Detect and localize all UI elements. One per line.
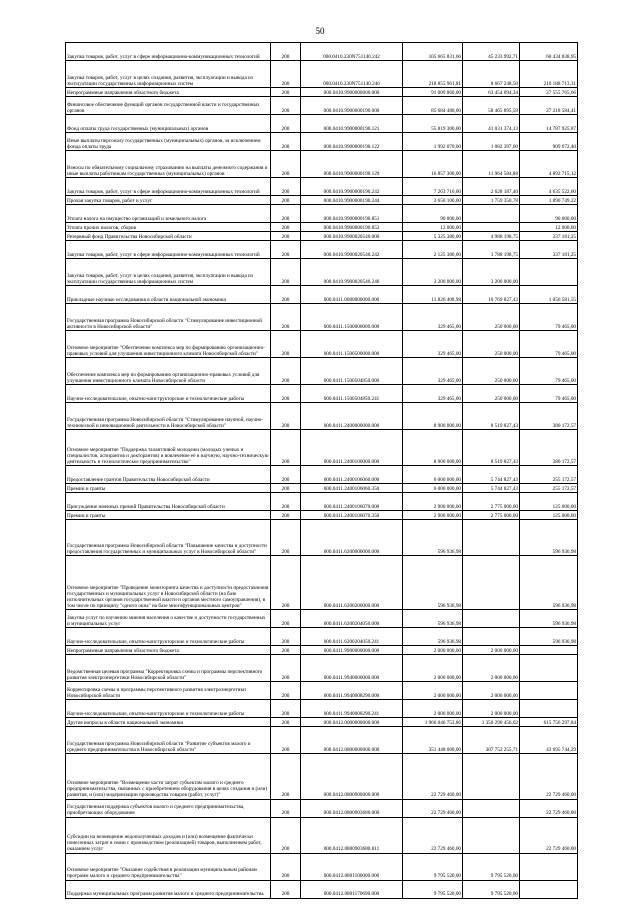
row-approved-cell: 16 857 300,00 xyxy=(403,151,463,178)
row-name-cell: Премии и гранты xyxy=(66,511,271,520)
row-code-cell: 200 xyxy=(271,223,301,232)
row-name-cell: Премии и гранты xyxy=(66,484,271,493)
row-remainder-cell: 596 936,98 xyxy=(520,628,578,646)
row-code-cell: 200 xyxy=(271,628,301,646)
row-remainder-cell: 22 729 460,00 xyxy=(520,799,578,817)
row-name-cell: Уплата налога на имущество организаций и земельного налога xyxy=(66,205,271,223)
row-name-cell: Финансовое обеспечение функций органов государственной власти и государственных органов xyxy=(66,97,271,115)
row-executed-cell xyxy=(463,817,520,853)
table-row xyxy=(66,511,578,520)
row-code-cell: 200 xyxy=(271,232,301,241)
row-code-cell: 200 xyxy=(271,286,301,304)
row-name-cell: Научно-исследовательские, опытно-конструкторские и технологические работы xyxy=(66,700,271,718)
table-row xyxy=(66,817,578,853)
row-executed-cell xyxy=(463,610,520,628)
row-remainder-cell: 337 181,25 xyxy=(520,232,578,241)
row-remainder-cell: 337 181,25 xyxy=(520,241,578,259)
row-kbk-cell: 000.0410.230N751140.242 xyxy=(301,43,403,61)
row-approved-cell: 85 684 480,00 xyxy=(403,97,463,115)
row-code-cell: 200 xyxy=(271,151,301,178)
row-code-cell: 200 xyxy=(271,610,301,628)
table-row xyxy=(66,799,578,817)
row-kbk-cell: 000.0410.9900000190.000 xyxy=(301,97,403,115)
row-approved-cell: 2 000 000,00 xyxy=(403,646,463,655)
row-remainder-cell xyxy=(520,880,578,898)
row-kbk-cell: 000.0410.9900020540.000 xyxy=(301,232,403,241)
row-code-cell: 200 xyxy=(271,493,301,511)
row-remainder-cell: 79 465,00 xyxy=(520,385,578,403)
row-remainder-cell: 4 892 715,12 xyxy=(520,151,578,178)
row-executed-cell: 250 000,00 xyxy=(463,358,520,385)
table-row xyxy=(66,628,578,646)
row-name-cell: Субсидии на возмещение недополученных доходов и (или) возмещение фактически понесенных затрат в связи с производством (реализацией) товаров, выполнением работ, оказанием услуг xyxy=(66,817,271,853)
row-executed-cell: 1 788 198,75 xyxy=(463,241,520,259)
row-executed-cell: 2 000 000,00 xyxy=(463,655,520,682)
row-name-cell: Другие вопросы в области национальной экономики xyxy=(66,718,271,727)
row-executed-cell: 45 233 992,71 xyxy=(463,43,520,61)
row-name-cell: Закупка товаров, работ, услуг в целях создания, развития, эксплуатации и вывода из эксплуатации государственных информационных систем xyxy=(66,61,271,88)
table-row xyxy=(66,178,578,196)
row-code-cell: 200 xyxy=(271,718,301,727)
row-remainder-cell: 90 000,00 xyxy=(520,205,578,223)
row-remainder-cell: 380 172,57 xyxy=(520,403,578,430)
row-approved-cell: 329 465,00 xyxy=(403,385,463,403)
table-row xyxy=(66,520,578,556)
row-approved-cell: 596 936,98 xyxy=(403,628,463,646)
row-remainder-cell: 79 465,00 xyxy=(520,331,578,358)
row-approved-cell: 5 325 380,00 xyxy=(403,232,463,241)
row-kbk-cell: 000.0412.0801170690.000 xyxy=(301,880,403,898)
row-kbk-cell: 000.0411.6200200000.000 xyxy=(301,556,403,610)
row-executed-cell: 1 350 290 456,02 xyxy=(463,718,520,727)
row-kbk-cell: 000.0410.9900000190.121 xyxy=(301,115,403,133)
row-remainder-cell: 909 672,40 xyxy=(520,133,578,151)
row-approved-cell: 351 448 000,00 xyxy=(403,727,463,754)
row-executed-cell: 58 465 895,59 xyxy=(463,97,520,115)
row-approved-cell: 8 900 000,00 xyxy=(403,430,463,466)
row-name-cell: Основное мероприятие "Оказание содействия в реализации муниципальным районам программ малого и среднего предпринимательства" xyxy=(66,853,271,880)
row-kbk-cell: 000.0411.1500504850.241 xyxy=(301,385,403,403)
row-executed-cell: 250 000,00 xyxy=(463,331,520,358)
row-name-cell: Закупка товаров, работ, услуг в целях создания, развития, эксплуатации и вывода из эксплуатации государственных информационных систем xyxy=(66,259,271,286)
row-kbk-cell: 000.0411.2400106060.000 xyxy=(301,466,403,484)
row-kbk-cell: 000.0412.0800903680.000 xyxy=(301,799,403,817)
row-executed-cell: 2 775 000,00 xyxy=(463,493,520,511)
row-executed-cell: 2 000 000,00 xyxy=(463,682,520,700)
row-name-cell: Ведомственная целевая программа "Корректировка схемы и программы перспективного развития электроэнергетики Новосибирской области" xyxy=(66,655,271,682)
row-remainder-cell: 596 936,98 xyxy=(520,520,578,556)
row-kbk-cell: 000.0411.6200000000.000 xyxy=(301,520,403,556)
row-approved-cell: 2 900 000,00 xyxy=(403,511,463,520)
row-remainder-cell: 4 635 522,60 xyxy=(520,178,578,196)
row-name-cell: Закупка товаров, работ, услуг в сфере информационно-коммуникационных технологий xyxy=(66,178,271,196)
row-kbk-cell: 000.0411.9940000000.000 xyxy=(301,655,403,682)
row-executed-cell: 5 744 827,43 xyxy=(463,484,520,493)
row-kbk-cell: 000.0411.1500500000.000 xyxy=(301,331,403,358)
row-approved-cell: 2 125 380,00 xyxy=(403,241,463,259)
row-executed-cell xyxy=(463,223,520,232)
row-approved-cell: 22 729 460,00 xyxy=(403,799,463,817)
row-executed-cell: 63 454 094,34 xyxy=(463,88,520,97)
row-approved-cell: 329 465,00 xyxy=(403,331,463,358)
row-code-cell: 200 xyxy=(271,853,301,880)
row-kbk-cell: 000.0410.9900020540.246 xyxy=(301,259,403,286)
row-name-cell: Присуждение именных премий Правительства Новосибирской области xyxy=(66,493,271,511)
row-remainder-cell: 1 056 581,55 xyxy=(520,286,578,304)
row-approved-cell: 218 855 961,81 xyxy=(403,61,463,88)
row-executed-cell: 1 759 350,78 xyxy=(463,196,520,205)
row-kbk-cell: 000.0410.9900000000.000 xyxy=(301,88,403,97)
row-kbk-cell: 000.0411.9940008290.241 xyxy=(301,700,403,718)
table-row xyxy=(66,88,578,97)
row-approved-cell: 12 000,00 xyxy=(403,223,463,232)
row-code-cell: 200 xyxy=(271,196,301,205)
row-name-cell: Государственная поддержка субъектов малого и среднего предпринимательства, приобретающих оборудование xyxy=(66,799,271,817)
row-name-cell: Научно-исследовательские, опытно-конструкторские и технологические работы xyxy=(66,385,271,403)
row-name-cell: Предоставление грантов Правительства Новосибирской области xyxy=(66,466,271,484)
row-remainder-cell xyxy=(520,655,578,682)
row-kbk-cell: 000.0412.0000000000.000 xyxy=(301,718,403,727)
row-kbk-cell: 000.0412.0800903680.811 xyxy=(301,817,403,853)
row-executed-cell: 8 519 827,43 xyxy=(463,430,520,466)
row-code-cell: 200 xyxy=(271,358,301,385)
table-row xyxy=(66,331,578,358)
table-row xyxy=(66,196,578,205)
row-remainder-cell: 27 555 765,66 xyxy=(520,88,578,97)
row-approved-cell: 596 936,98 xyxy=(403,556,463,610)
row-remainder-cell: 60 434 838,95 xyxy=(520,43,578,61)
table-row xyxy=(66,754,578,799)
row-kbk-cell: 000.0411.9900000000.000 xyxy=(301,646,403,655)
row-executed-cell: 5 744 827,43 xyxy=(463,466,520,484)
row-code-cell: 200 xyxy=(271,115,301,133)
row-remainder-cell: 255 172,57 xyxy=(520,466,578,484)
table-row xyxy=(66,205,578,223)
row-kbk-cell: 000.0411.9940008290.000 xyxy=(301,682,403,700)
row-kbk-cell: 000.0410.9900000190.129 xyxy=(301,151,403,178)
row-executed-cell: 2 775 000,00 xyxy=(463,511,520,520)
row-code-cell: 200 xyxy=(271,205,301,223)
row-kbk-cell: 000.0411.0000000000.000 xyxy=(301,286,403,304)
row-remainder-cell: 1 890 749,22 xyxy=(520,196,578,205)
table-row xyxy=(66,385,578,403)
row-approved-cell: 9 795 520,00 xyxy=(403,853,463,880)
row-approved-cell: 329 465,00 xyxy=(403,304,463,331)
row-kbk-cell: 000.0411.1500000000.000 xyxy=(301,304,403,331)
row-approved-cell: 3 200 000,00 xyxy=(403,259,463,286)
row-code-cell: 200 xyxy=(271,97,301,115)
row-code-cell: 200 xyxy=(271,511,301,520)
row-code-cell: 200 xyxy=(271,727,301,754)
row-executed-cell: 8 667 248,50 xyxy=(463,61,520,88)
row-kbk-cell: 000.0412.0801100000.000 xyxy=(301,853,403,880)
row-code-cell: 200 xyxy=(271,133,301,151)
row-executed-cell xyxy=(463,556,520,610)
row-name-cell: Обеспечение комплекса мер по формированию организационно-правовых условий для улучшения инвестиционного климата Новосибирской области xyxy=(66,358,271,385)
row-name-cell: Государственная программа Новосибирской области "Развитие субъектов малого и среднего предпринимательства в Новосибирской области" xyxy=(66,727,271,754)
row-code-cell: 200 xyxy=(271,484,301,493)
row-executed-cell xyxy=(463,799,520,817)
row-approved-cell: 1 966 046 753,86 xyxy=(403,718,463,727)
row-name-cell: Резервный фонд Правительства Новосибирской области xyxy=(66,232,271,241)
row-kbk-cell: 000.0412.0800000000.000 xyxy=(301,727,403,754)
table-row xyxy=(66,43,578,61)
row-executed-cell: 11 964 584,88 xyxy=(463,151,520,178)
row-approved-cell: 2 000 000,00 xyxy=(403,655,463,682)
row-remainder-cell xyxy=(520,646,578,655)
row-remainder-cell: 615 756 297,84 xyxy=(520,718,578,727)
row-remainder-cell: 14 787 925,87 xyxy=(520,115,578,133)
row-remainder-cell: 22 729 460,00 xyxy=(520,754,578,799)
table-row xyxy=(66,403,578,430)
table-row xyxy=(66,646,578,655)
row-approved-cell: 596 936,98 xyxy=(403,520,463,556)
row-code-cell: 200 xyxy=(271,331,301,358)
row-remainder-cell: 596 936,98 xyxy=(520,556,578,610)
row-code-cell: 200 xyxy=(271,646,301,655)
row-code-cell: 200 xyxy=(271,700,301,718)
row-name-cell: Фонд оплаты труда государственных (муниципальных) органов xyxy=(66,115,271,133)
row-remainder-cell: 12 000,00 xyxy=(520,223,578,232)
row-name-cell: Взносы по обязательному социальному страхованию на выплаты денежного содержания и иные выплаты работникам государственных (муниципальных) органов xyxy=(66,151,271,178)
row-code-cell: 200 xyxy=(271,304,301,331)
row-code-cell: 200 xyxy=(271,61,301,88)
row-code-cell: 200 xyxy=(271,385,301,403)
row-kbk-cell: 000.0410.230N751140.246 xyxy=(301,61,403,88)
row-name-cell: Поддержка муниципальных программ развития малого и среднего предпринимательства xyxy=(66,880,271,898)
table-row xyxy=(66,115,578,133)
row-executed-cell xyxy=(463,520,520,556)
row-remainder-cell: 79 465,00 xyxy=(520,358,578,385)
table-row xyxy=(66,700,578,718)
row-executed-cell: 2 628 187,40 xyxy=(463,178,520,196)
row-code-cell: 200 xyxy=(271,259,301,286)
table-row xyxy=(66,682,578,700)
row-approved-cell: 105 665 831,66 xyxy=(403,43,463,61)
row-kbk-cell: 000.0410.9900000190.852 xyxy=(301,223,403,232)
row-code-cell: 200 xyxy=(271,43,301,61)
row-approved-cell: 329 465,00 xyxy=(403,358,463,385)
row-executed-cell: 41 031 374,13 xyxy=(463,115,520,133)
row-approved-cell: 90 000,00 xyxy=(403,205,463,223)
row-name-cell: Основное мероприятие "Проведение мониторинга качества и доступности предоставления государственных и муниципальных услуг в Новосибирской области (на базе исполнительных органов государственной власти и органов местного самоуправления), в том числе по принципу "одного окна" на базе многофункциональных центров" xyxy=(66,556,271,610)
table-row xyxy=(66,718,578,727)
row-approved-cell: 6 000 000,00 xyxy=(403,466,463,484)
row-approved-cell: 11 826 408,98 xyxy=(403,286,463,304)
row-code-cell: 200 xyxy=(271,178,301,196)
row-code-cell: 200 xyxy=(271,682,301,700)
table-row xyxy=(66,727,578,754)
row-executed-cell xyxy=(463,754,520,799)
table-row xyxy=(66,880,578,898)
row-approved-cell: 596 936,98 xyxy=(403,610,463,628)
row-executed-cell: 250 000,00 xyxy=(463,304,520,331)
row-approved-cell: 2 900 000,00 xyxy=(403,493,463,511)
row-kbk-cell: 000.0410.9900000190.122 xyxy=(301,133,403,151)
table-row xyxy=(66,358,578,385)
row-remainder-cell: 125 000,00 xyxy=(520,493,578,511)
row-kbk-cell: 000.0412.0800900000.000 xyxy=(301,754,403,799)
row-approved-cell: 91 009 860,00 xyxy=(403,88,463,97)
row-approved-cell: 1 992 070,00 xyxy=(403,133,463,151)
row-code-cell: 200 xyxy=(271,655,301,682)
table-row xyxy=(66,241,578,259)
row-name-cell: Основное мероприятие "Обеспечение комплекса мер по формированию организационно-правовых условий для улучшения инвестиционного климата Новосибирской области" xyxy=(66,331,271,358)
row-name-cell: Иные выплаты персоналу государственных (муниципальных) органов, за исключением фонда оплаты труда xyxy=(66,133,271,151)
row-remainder-cell: 596 936,98 xyxy=(520,610,578,628)
row-executed-cell xyxy=(463,205,520,223)
table-row xyxy=(66,610,578,628)
row-code-cell: 200 xyxy=(271,466,301,484)
row-executed-cell: 8 519 827,43 xyxy=(463,403,520,430)
row-remainder-cell: 380 172,57 xyxy=(520,430,578,466)
table-row xyxy=(66,223,578,232)
row-kbk-cell: 000.0410.9900000190.851 xyxy=(301,205,403,223)
row-name-cell: Основное мероприятие "Возмещение части затрат субъектам малого и среднего предпринимательства, связанных с приобретением оборудования в целях создания и (или) развития, и (или) модернизации производства товаров (работ, услуг)" xyxy=(66,754,271,799)
row-name-cell: Государственная программа Новосибирской области "Стимулирование научной, научно-технической и инновационной деятельности в Новосибирской области" xyxy=(66,403,271,430)
row-approved-cell: 55 819 300,00 xyxy=(403,115,463,133)
row-kbk-cell: 000.0411.2400100000.000 xyxy=(301,430,403,466)
table-row xyxy=(66,232,578,241)
row-code-cell: 200 xyxy=(271,799,301,817)
row-kbk-cell: 000.0410.9900020540.242 xyxy=(301,241,403,259)
row-name-cell: Прочая закупка товаров, работ и услуг xyxy=(66,196,271,205)
row-approved-cell: 2 000 000,00 xyxy=(403,700,463,718)
row-code-cell: 200 xyxy=(271,241,301,259)
row-approved-cell: 9 795 520,00 xyxy=(403,880,463,898)
row-code-cell: 200 xyxy=(271,430,301,466)
table-row xyxy=(66,61,578,88)
row-remainder-cell xyxy=(520,259,578,286)
row-approved-cell: 8 900 000,00 xyxy=(403,403,463,430)
table-row xyxy=(66,556,578,610)
row-code-cell: 200 xyxy=(271,880,301,898)
row-name-cell: Корректировка схемы и программы перспективного развития электроэнергетики Новосибирской области xyxy=(66,682,271,700)
row-approved-cell: 2 000 000,00 xyxy=(403,682,463,700)
row-code-cell: 200 xyxy=(271,556,301,610)
row-executed-cell: 4 988 198,75 xyxy=(463,232,520,241)
row-name-cell: Государственная программа Новосибирской области "Повышение качества и доступности предоставления государственных и муниципальных услуг в Новосибирской области" xyxy=(66,520,271,556)
row-executed-cell: 250 000,00 xyxy=(463,385,520,403)
row-kbk-cell: 000.0411.2400000000.000 xyxy=(301,403,403,430)
table-row xyxy=(66,133,578,151)
row-kbk-cell: 000.0411.6200204050.241 xyxy=(301,628,403,646)
table-row xyxy=(66,484,578,493)
table-row xyxy=(66,493,578,511)
row-executed-cell: 9 795 520,00 xyxy=(463,853,520,880)
table-row xyxy=(66,853,578,880)
row-executed-cell: 1 082 397,60 xyxy=(463,133,520,151)
row-name-cell: Закупка товаров, работ, услуг в сфере информационно-коммуникационных технологий xyxy=(66,43,271,61)
row-approved-cell: 22 729 460,00 xyxy=(403,817,463,853)
row-code-cell: 200 xyxy=(271,754,301,799)
row-code-cell: 200 xyxy=(271,520,301,556)
row-kbk-cell: 000.0410.9900000190.244 xyxy=(301,196,403,205)
table-row xyxy=(66,286,578,304)
row-kbk-cell: 000.0411.2400106070.000 xyxy=(301,493,403,511)
table-row xyxy=(66,430,578,466)
row-kbk-cell: 000.0411.1500504850.000 xyxy=(301,358,403,385)
row-executed-cell xyxy=(463,628,520,646)
row-remainder-cell xyxy=(520,682,578,700)
row-executed-cell: 9 795 520,00 xyxy=(463,880,520,898)
row-name-cell: Научно-исследовательские, опытно-конструкторские и технологические работы xyxy=(66,628,271,646)
row-approved-cell: 22 729 460,00 xyxy=(403,754,463,799)
row-name-cell: Государственная программа Новосибирской области "Стимулирование инвестиционной активности в Новосибирской области" xyxy=(66,304,271,331)
row-name-cell: Закупка товаров, работ, услуг в сфере информационно-коммуникационных технологий xyxy=(66,241,271,259)
row-approved-cell: 6 000 000,00 xyxy=(403,484,463,493)
row-name-cell: Непрограммные направления областного бюджета xyxy=(66,646,271,655)
row-kbk-cell: 000.0411.2400106070.350 xyxy=(301,511,403,520)
row-executed-cell: 10 769 827,43 xyxy=(463,286,520,304)
table-row xyxy=(66,466,578,484)
row-code-cell: 200 xyxy=(271,88,301,97)
row-name-cell: Непрограммные направления областного бюджета xyxy=(66,88,271,97)
row-name-cell: Закупка услуг по изучению мнения населения о качестве и доступности государственных и муниципальных услуг xyxy=(66,610,271,628)
row-name-cell: Уплата прочих налогов, сборов xyxy=(66,223,271,232)
row-name-cell: Основное мероприятие "Поддержка талантливой молодежи (молодых ученых и специалистов, аспирантов и докторантов) и вовлечение её в научную, научно-техническую деятельность и технологическое предпринимательство" xyxy=(66,430,271,466)
row-code-cell: 200 xyxy=(271,403,301,430)
row-remainder-cell: 79 465,00 xyxy=(520,304,578,331)
row-executed-cell: 2 000 000,00 xyxy=(463,700,520,718)
table-row xyxy=(66,304,578,331)
page-number: 50 xyxy=(315,26,325,36)
row-executed-cell: 2 000 000,00 xyxy=(463,646,520,655)
row-remainder-cell: 43 695 744,29 xyxy=(520,727,578,754)
table-row xyxy=(66,151,578,178)
row-remainder-cell: 27 218 584,41 xyxy=(520,97,578,115)
row-executed-cell: 3 200 000,00 xyxy=(463,259,520,286)
row-executed-cell: 307 752 255,71 xyxy=(463,727,520,754)
table-row xyxy=(66,259,578,286)
row-kbk-cell: 000.0410.9900000190.242 xyxy=(301,178,403,196)
row-remainder-cell: 210 188 713,31 xyxy=(520,61,578,88)
table-row xyxy=(66,97,578,115)
row-approved-cell: 7 263 710,00 xyxy=(403,178,463,196)
row-name-cell: Прикладные научные исследования в области национальной экономики xyxy=(66,286,271,304)
row-approved-cell: 3 650 100,00 xyxy=(403,196,463,205)
row-remainder-cell: 125 000,00 xyxy=(520,511,578,520)
budget-execution-table xyxy=(65,42,578,899)
row-remainder-cell xyxy=(520,853,578,880)
table-row xyxy=(66,655,578,682)
row-code-cell: 200 xyxy=(271,817,301,853)
row-kbk-cell: 000.0411.6200204050.000 xyxy=(301,610,403,628)
row-remainder-cell: 255 172,57 xyxy=(520,484,578,493)
row-remainder-cell: 22 729 460,00 xyxy=(520,817,578,853)
row-kbk-cell: 000.0411.2400106060.350 xyxy=(301,484,403,493)
row-remainder-cell xyxy=(520,700,578,718)
